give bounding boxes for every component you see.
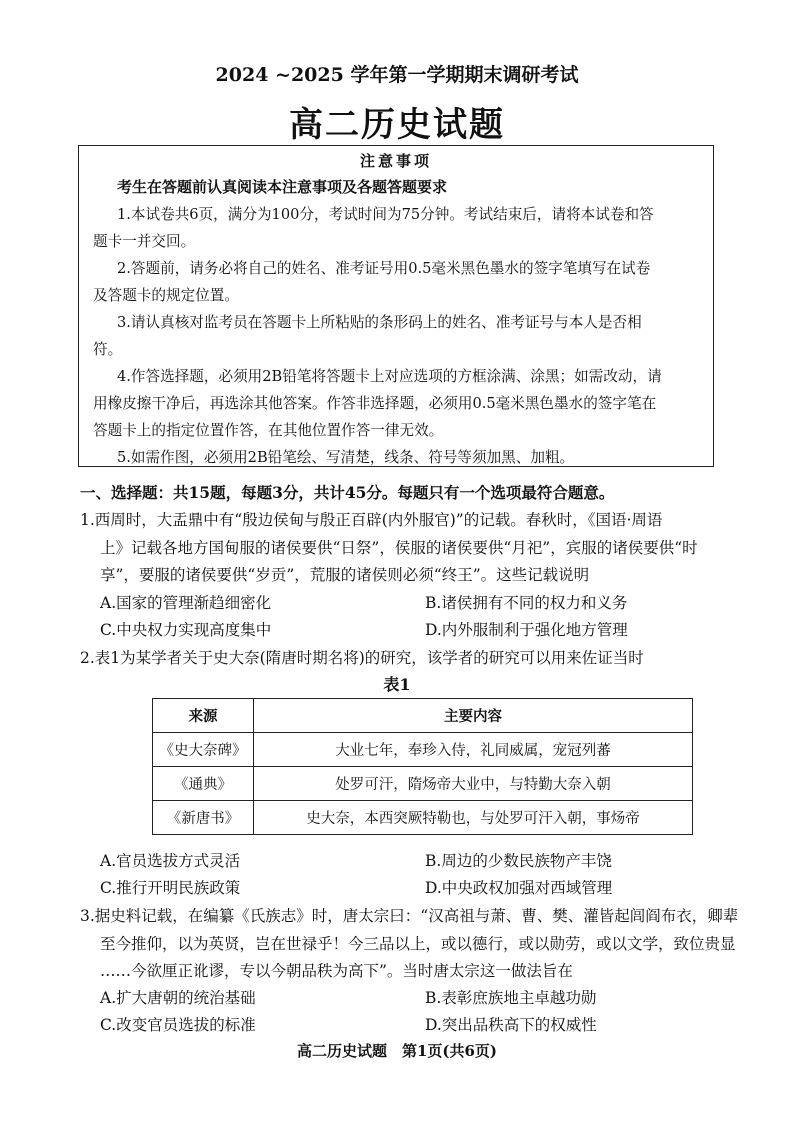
- exam-title: 高二历史试题: [289, 105, 505, 145]
- exam-header: 2024 ~2025 学年第一学期期末调研考试: [215, 64, 579, 86]
- table-cell: 大业七年，奉珍入侍，礼同威属，宠冠列蕃: [254, 733, 693, 767]
- table-header-row: [153, 699, 693, 733]
- q3-option-b: B.表彰庶族地主卓越功勋: [425, 989, 597, 1007]
- notice-line: 用橡皮擦干净后，再选涂其他答案。作答非选择题，必须用0.5毫米黑色墨水的签字笔在: [93, 395, 657, 412]
- q1-stem-line: 1.西周时，大盂鼎中有“殷边侯甸与殷正百辟(内外服官)”的记载。春秋时，《国语·周语: [80, 511, 663, 529]
- notice-line: 2.答题前，请务必将自己的姓名、准考证号用0.5毫米黑色墨水的签字笔填写在试卷: [117, 260, 651, 277]
- notice-line: 符。: [93, 341, 123, 358]
- q1-stem-line: 享”，要服的诸侯要供“岁贡”，荒服的诸侯则必须“终王”。这些记载说明: [100, 566, 590, 584]
- source-table: [152, 698, 693, 835]
- q3-stem-line: 3.据史料记载，在编纂《氏族志》时，唐太宗曰：“汉高祖与萧、曹、樊、灌皆起闾阎布衣，卿辈: [80, 907, 739, 925]
- notice-box: [78, 145, 714, 467]
- q3-stem-line: 至今推仰，以为英贤，岂在世禄乎！今三品以上，或以德行，或以勋劳，或以文学，致位贵显: [100, 935, 736, 953]
- table-cell: 《新唐书》: [153, 801, 254, 835]
- table-header-cell: 来源: [153, 699, 254, 733]
- q1-stem-line: 上》记载各地方国甸服的诸侯要供“日祭”，侯服的诸侯要供“月祀”，宾服的诸侯要供“时: [100, 539, 698, 557]
- q2-option-c: C.推行开明民族政策: [100, 879, 241, 897]
- table-cell: 史大奈，本西突厥特勒也，与处罗可汗入朝，事炀帝: [254, 801, 693, 835]
- notice-line: 题卡一并交回。: [93, 233, 196, 250]
- q2-option-a: A.官员选拔方式灵活: [100, 852, 241, 870]
- table-row: [153, 767, 693, 801]
- table-caption: 表1: [383, 675, 411, 694]
- notice-line: 1.本试卷共6页，满分为100分，考试时间为75分钟。考试结束后，请将本试卷和答: [117, 206, 654, 223]
- notice-line: 3.请认真核对监考员在答题卡上所粘贴的条形码上的姓名、准考证号与本人是否相: [117, 314, 642, 331]
- notice-line: 5.如需作图，必须用2B铅笔绘、写清楚，线条、符号等须加黑、加粗。: [117, 449, 575, 466]
- q1-option-b: B.诸侯拥有不同的权力和义务: [425, 594, 628, 612]
- notice-line: 答题卡上的指定位置作答，在其他位置作答一律无效。: [93, 422, 444, 439]
- table-header-cell: 主要内容: [254, 699, 693, 733]
- q1-option-d: D.内外服制利于强化地方管理: [425, 621, 628, 639]
- q1-option-c: C.中央权力实现高度集中: [100, 621, 272, 639]
- q3-option-c: C.改变官员选拔的标准: [100, 1016, 256, 1034]
- q1-option-a: A.国家的管理渐趋细密化: [100, 594, 272, 612]
- section-heading: 一、选择题：共15题，每题3分，共计45分。每题只有一个选项最符合题意。: [80, 483, 615, 502]
- q2-option-b: B.周边的少数民族物产丰饶: [425, 852, 612, 870]
- q3-option-a: A.扩大唐朝的统治基础: [100, 989, 256, 1007]
- q3-stem-line: ……今欲厘正讹谬，专以今朝品秩为高下”。当时唐太宗这一做法旨在: [100, 962, 573, 980]
- notice-subtitle: 考生在答题前认真阅读本注意事项及各题答题要求: [117, 178, 448, 196]
- q2-option-d: D.中央政权加强对西域管理: [425, 879, 613, 897]
- notice-line: 4.作答选择题，必须用2B铅笔将答题卡上对应选项的方框涂满、涂黑；如需改动，请: [117, 368, 662, 385]
- table-cell: 《通典》: [153, 767, 254, 801]
- q3-option-d: D.突出品秩高下的权威性: [425, 1016, 597, 1034]
- q2-stem: 2.表1为某学者关于史大奈(隋唐时期名将)的研究，该学者的研究可以用来佐证当时: [80, 649, 644, 667]
- table-row: [153, 801, 693, 835]
- notice-title: 注意事项: [359, 152, 432, 170]
- table-cell: 处罗可汗，隋炀帝大业中，与特勤大奈入朝: [254, 767, 693, 801]
- table-row: [153, 733, 693, 767]
- table-cell: 《史大奈碑》: [153, 733, 254, 767]
- page-footer: 高二历史试题 第1页(共6页): [296, 1042, 498, 1060]
- notice-line: 及答题卡的规定位置。: [93, 287, 239, 304]
